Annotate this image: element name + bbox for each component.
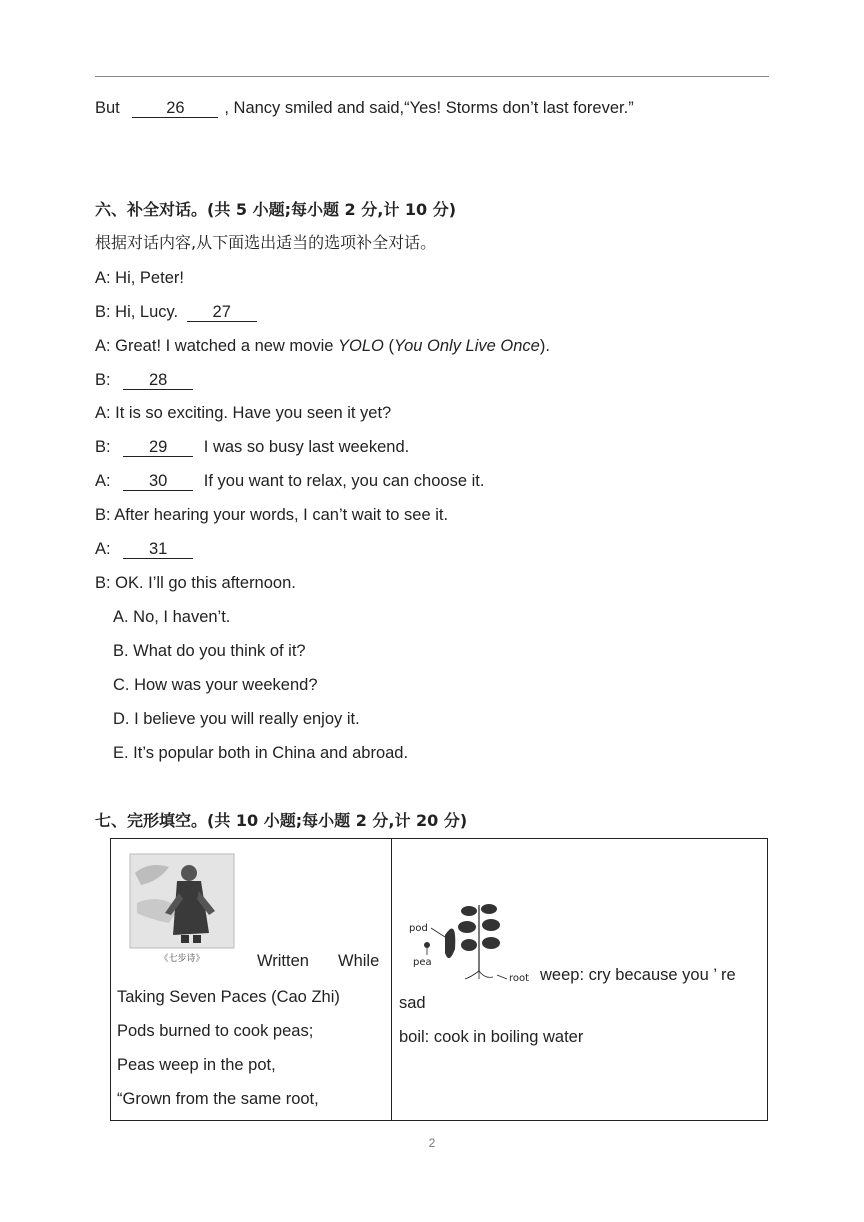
header-rule [95, 76, 769, 77]
vocabulary-table [110, 838, 768, 1121]
section6-instruction: 根据对话内容,从下面选出适当的选项补全对话。 [95, 233, 437, 252]
blank-29: 29 [123, 438, 193, 457]
section7-heading: 七、完形填空。(共 10 小题;每小题 2 分,计 20 分) [95, 811, 468, 830]
weep-definition-cont: sad [399, 994, 426, 1012]
image-caption: 《七步诗》 [159, 954, 205, 964]
poem-line-3: “Grown from the same root, [117, 1090, 319, 1108]
boil-definition: boil: cook in boiling water [399, 1028, 584, 1046]
poem-line-1: Pods burned to cook peas; [117, 1022, 314, 1040]
poem-line-2: Peas weep in the pot, [117, 1056, 276, 1074]
dialogue-line-10: B: OK. I’ll go this afternoon. [95, 574, 296, 592]
dialogue-line-8: B: After hearing your words, I can’t wait to see it. [95, 506, 449, 524]
table-divider [391, 839, 392, 1120]
poem-title-written: Written [257, 952, 309, 970]
option-d: D. I believe you will really enjoy it. [113, 710, 360, 728]
dialogue-line-1: A: Hi, Peter! [95, 269, 184, 287]
dialogue-line-7: A: 30 If you want to relax, you can choose it. [95, 472, 485, 490]
dialogue-line-6: B: 29 I was so busy last weekend. [95, 438, 410, 456]
weep-definition: weep: cry because you ’ re [540, 966, 736, 984]
section6-heading: 六、补全对话。(共 5 小题;每小题 2 分,计 10 分) [95, 200, 457, 219]
story-prefix: But [95, 99, 120, 117]
label-root: root [509, 973, 530, 981]
blank-26: 26 [132, 99, 218, 118]
blank-30: 30 [123, 472, 193, 491]
poem-title-while: While [338, 952, 380, 970]
option-a: A. No, I haven’t. [113, 608, 231, 626]
story-end-line [95, 98, 634, 118]
label-pea: pea [413, 957, 432, 968]
dialogue-line-4: B: 28 [95, 370, 199, 390]
dialogue-line-5: A: It is so exciting. Have you seen it yet? [95, 404, 392, 422]
label-pod: pod [409, 923, 428, 934]
dialogue-line-9: A: 31 [95, 539, 199, 559]
option-c: C. How was your weekend? [113, 676, 318, 694]
poem-title-line2: Taking Seven Paces (Cao Zhi) [117, 988, 340, 1006]
option-b: B. What do you think of it? [113, 642, 306, 660]
page-number: 2 [428, 1136, 436, 1150]
cao-zhi-illustration [129, 853, 235, 965]
blank-31: 31 [123, 540, 193, 559]
dialogue-line-3: A: Great! I watched a new movie YOLO (You Only Live Once). [95, 337, 550, 355]
dialogue-line-2: B: Hi, Lucy. 27 [95, 302, 263, 322]
pea-plant-illustration [405, 895, 535, 981]
blank-27: 27 [187, 303, 257, 322]
story-suffix: , Nancy smiled and said,“Yes! Storms don’t last forever.” [224, 99, 634, 117]
blank-28: 28 [123, 371, 193, 390]
option-e: E. It’s popular both in China and abroad. [113, 744, 409, 762]
